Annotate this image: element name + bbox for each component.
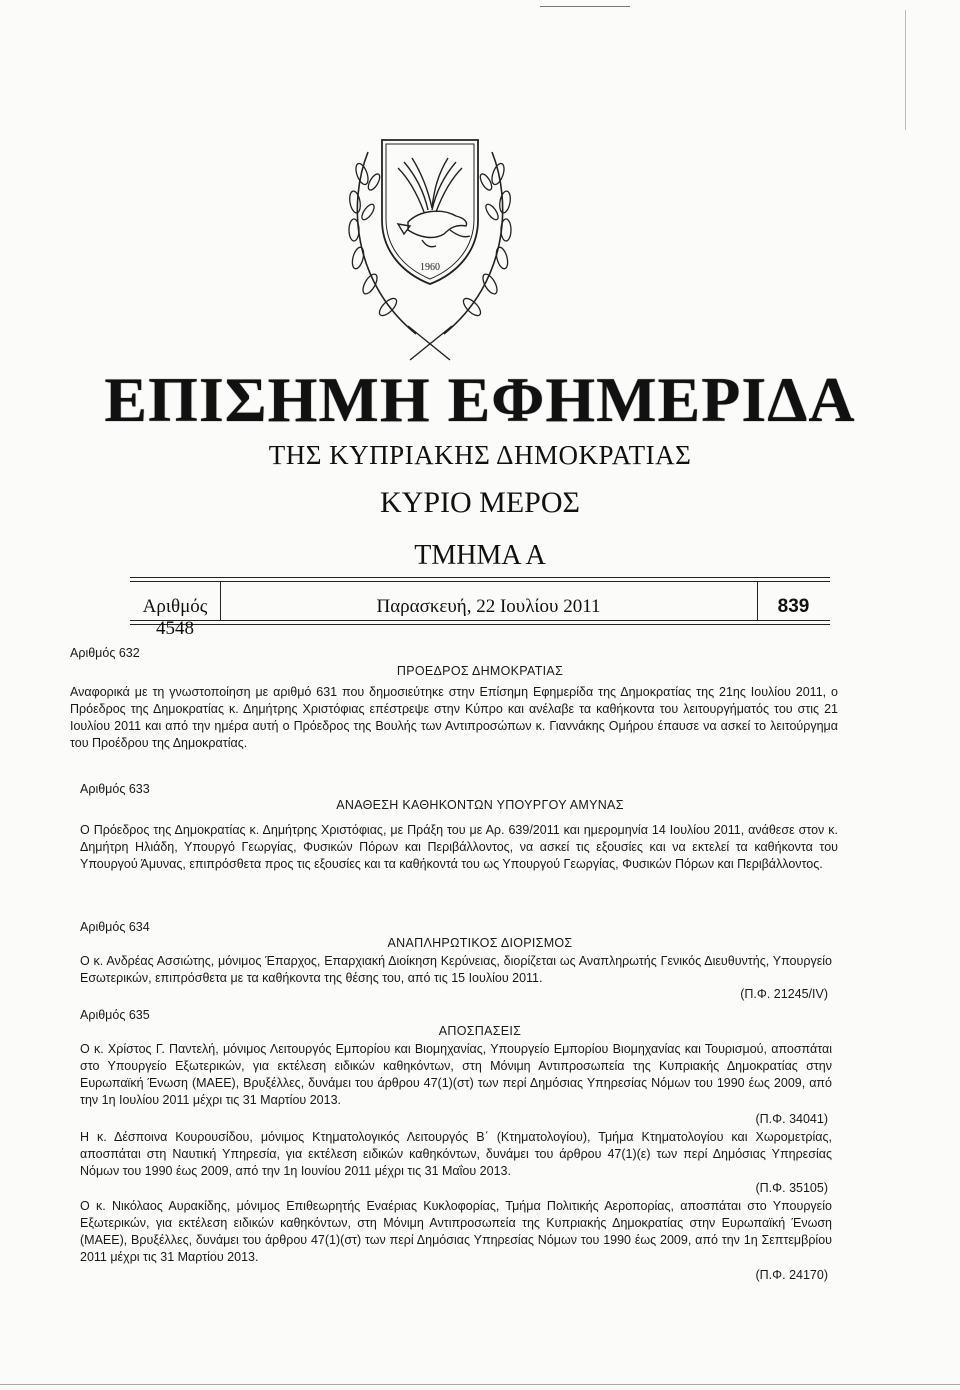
notice-heading: ΑΠΟΣΠΑΣΕΙΣ: [438, 1024, 522, 1038]
gazette-title: ΕΠΙΣΗΜΗ ΕΦΗΜΕΡΙΔΑ: [104, 364, 856, 435]
notice-number: Αριθμός 635: [80, 1008, 150, 1022]
gazette-section: ΤΜΗΜΑ Α: [414, 540, 546, 571]
divider: [130, 581, 830, 582]
issue-number: Αριθμός 4548: [142, 596, 208, 639]
gazette-subtitle: ΤΗΣ ΚΥΠΡΙΑΚΗΣ ΔΗΜΟΚΡΑΤΙΑΣ: [268, 440, 692, 470]
reference-code: (Π.Φ. 24170): [755, 1268, 828, 1282]
emblem-year: 1960: [420, 262, 440, 273]
notice-paragraph: Ο κ. Χρίστος Γ. Παντελή, μόνιμος Λειτουργός Εμπορίου και Βιομηχανίας, Υπουργείο Εμπορίου Βιομηχανίας και Τουρισμού, αποσπάται στο Υπουργείο Εξωτερικών, για εκτέλεση ειδικών καθηκόντων, στη Μόνιμη Αντιπροσωπεία της Κυπριακής Δημοκρατίας στην Ευρωπαϊκή Ένωση (ΜΑΕΕ), Βρυξέλλες, δυνάμει του άρθρου 47(1)(στ) των περί Δημόσιας Υπηρεσίας Νόμων του 1990 έως 2009, από την 1η Ιουλίου 2011 μέχρι τις 31 Μαρτίου 2013.: [80, 1042, 832, 1107]
notice-number: Αριθμός 634: [80, 920, 150, 934]
notice-paragraph: Ο κ. Νικόλαος Αυρακίδης, μόνιμος Επιθεωρητής Εναέριας Κυκλοφορίας, Τμήμα Πολιτικής Αεροπορίας, αποσπάται στο Υπουργείο Εξωτερικών, για εκτέλεση ειδικών καθηκόντων, στη Μόνιμη Αντιπροσωπεία της Κυπριακής Δημοκρατίας στην Ευρωπαϊκή Ένωση (ΜΑΕΕ), Βρυξέλλες, δυνάμει του άρθρου 47(1)(στ) των περί Δημόσιας Υπηρεσίας Νόμων του 1990 έως 2009, από την 1η Σεπτεμβρίου 2011 μέχρι τις 31 Μαρτίου 2013.: [80, 1199, 832, 1264]
notice-number: Αριθμός 632: [70, 646, 140, 660]
notice-paragraph: Ο κ. Ανδρέας Ασσιώτης, μόνιμος Έπαρχος, Επαρχιακή Διοίκηση Κερύνειας, διορίζεται ως Αναπληρωτής Γενικός Διευθυντής, Υπουργείο Εσωτερικών, επιπρόσθετα με τα καθήκοντα της θέσης του, από τις 15 Ιουλίου 2011.: [80, 954, 832, 985]
scan-artifact: [540, 6, 630, 7]
notice-paragraph: Η κ. Δέσποινα Κουρουσίδου, μόνιμος Κτηματολογικός Λειτουργός Β΄ (Κτηματολογίου), Τμήμα Κτηματολογίου και Χωρομετρίας, αποσπάται στη Ναυτική Υπηρεσία, για εκτέλεση ειδικών καθηκόντων, δυνάμει του άρθρου 47(1)(ε) των περί Δημόσιας Υπηρεσίας Νόμων του 1990 έως 2009, από την 1η Ιουνίου 2011 μέχρι τις 31 Μαΐου 2013.: [80, 1130, 832, 1178]
divider: [130, 624, 830, 625]
notice-paragraph: Αναφορικά με τη γνωστοποίηση με αριθμό 631 που δημοσιεύτηκε στην Επίσημη Εφημερίδα της Δημοκρατίας της 21ης Ιουλίου 2011, ο Πρόεδρος της Δημοκρατίας κ. Δημήτρης Χριστόφιας επέστρεψε στην Κύπρο και ανέλαβε τα καθήκοντα του λειτουργήματός του στις 21 Ιουλίου 2011 και από την ημέρα αυτή ο Πρόεδρος της Βουλής των Αντιπροσώπων κ. Γιαννάκης Ομήρου έπαυσε να ασκεί το λειτούργημα του Προέδρου της Δημοκρατίας.: [70, 685, 838, 750]
notice-paragraph: Ο Πρόεδρος της Δημοκρατίας κ. Δημήτρης Χριστόφιας, με Πράξη του με Αρ. 639/2011 και ημερομηνία 14 Ιουλίου 2011, ανάθεσε στον κ. Δημήτρη Ηλιάδη, Υπουργό Γεωργίας, Φυσικών Πόρων και Περιβάλλοντος, να ασκεί τις εξουσίες και να εκτελεί τα καθήκοντα του Υπουργού Άμυνας, επιπρόσθετα προς τις εξουσίες και τα καθήκοντά του ως Υπουργού Γεωργίας, Φυσικών Πόρων και Περιβάλλοντος.: [80, 823, 838, 871]
coat-of-arms-icon: [338, 112, 522, 362]
notice-heading: ΑΝΑΠΛΗΡΩΤΙΚΟΣ ΔΙΟΡΙΣΜΟΣ: [387, 936, 573, 950]
divider: [130, 620, 830, 621]
reference-code: (Π.Φ. 35105): [755, 1181, 828, 1195]
notice-heading: ΠΡΟΕΔΡΟΣ ΔΗΜΟΚΡΑΤΙΑΣ: [396, 664, 564, 678]
divider: [130, 577, 830, 578]
notice-number: Αριθμός 633: [80, 782, 150, 796]
issue-info-row: [130, 590, 830, 639]
notice-heading: ΑΝΑΘΕΣΗ ΚΑΘΗΚΟΝΤΩΝ ΥΠΟΥΡΓΟΥ ΑΜΥΝΑΣ: [336, 798, 624, 812]
gazette-part: ΚΥΡΙΟ ΜΕΡΟΣ: [380, 486, 580, 519]
page-number: 839: [777, 596, 810, 617]
issue-date: Παρασκευή, 22 Ιουλίου 2011: [376, 596, 601, 617]
reference-code: (Π.Φ. 21245/IV): [740, 987, 828, 1001]
scan-artifact: [905, 10, 906, 130]
reference-code: (Π.Φ. 34041): [755, 1112, 828, 1126]
scan-artifact: [0, 1384, 960, 1385]
